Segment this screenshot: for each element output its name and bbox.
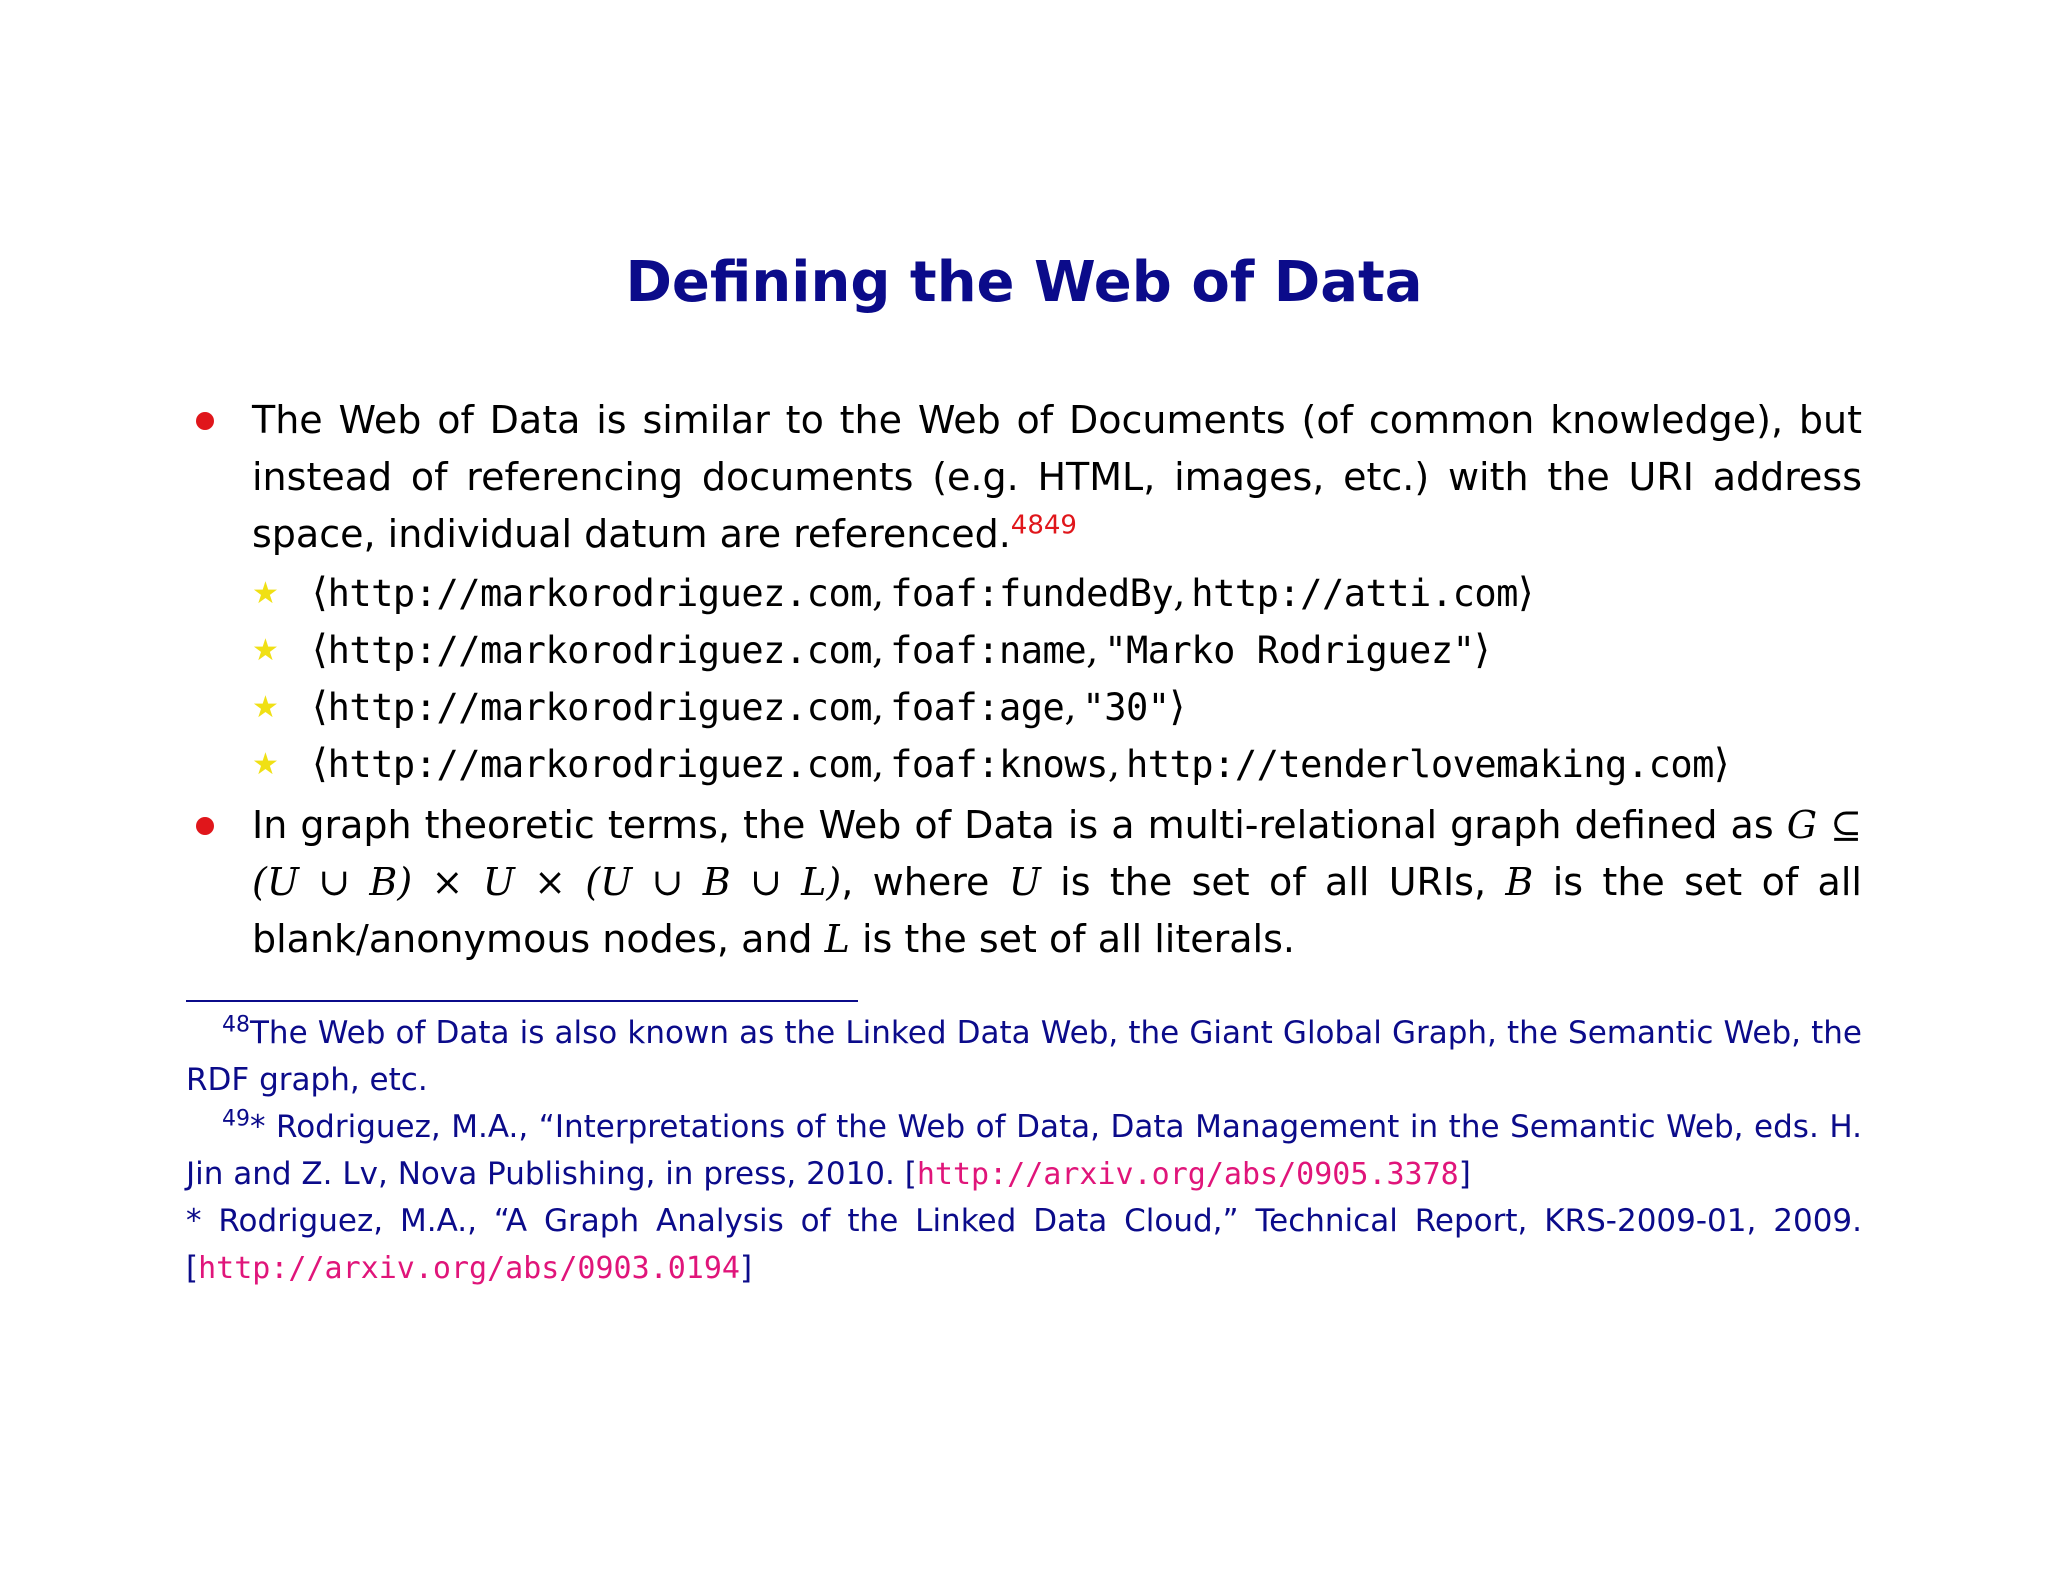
left-angle: ⟨: [312, 627, 328, 673]
triple-list: [252, 565, 1862, 793]
right-angle: ⟩: [1517, 570, 1534, 616]
right-angle: ⟩: [1713, 741, 1730, 787]
triple-subject: http://markorodriguez.com: [327, 743, 873, 786]
star-icon: ★: [252, 747, 279, 782]
graph-text-1: , where: [841, 860, 990, 904]
bullet-dot-icon: [196, 412, 214, 430]
footnote-text: The Web of Data is also known as the Linked Data Web, the Giant Global Graph, the Semantic Web, the RDF graph, etc.: [186, 1015, 1862, 1098]
triple-predicate: foaf:name: [890, 629, 1087, 672]
var-u: U: [1008, 860, 1041, 904]
footnote-number: 48: [222, 1012, 250, 1038]
footnote-49: $^{49}$* Rodriguez, M.A., “Interpretations of the Web of Data, Data Management in the Semantic Web, eds. H. Jin and Z. Lv, Nova Publishing, in press, 2010. [http://arxiv.org/abs/0905.3378]: [186, 1106, 1862, 1192]
left-angle: ⟨: [312, 741, 328, 787]
bullet-web-of-data: [190, 392, 1862, 793]
graph-text-2: is the set of all URIs,: [1060, 860, 1487, 904]
triple-predicate: foaf:age: [890, 686, 1065, 729]
triple-predicate: foaf:knows: [890, 743, 1108, 786]
star-icon: ★: [252, 576, 279, 611]
triple-subject: http://markorodriguez.com: [327, 686, 873, 729]
footnote-number: 49: [222, 1106, 250, 1132]
triple-item: ★ ⟨http://markorodriguez.com, foaf:knows, http://tenderlovemaking.com⟩: [252, 736, 1862, 793]
left-angle: ⟨: [312, 570, 328, 616]
footnotes: [186, 1010, 1862, 1292]
var-b: B: [1505, 860, 1534, 904]
triple-object: "Marko Rodriguez": [1104, 629, 1475, 672]
triple-subject: http://markorodriguez.com: [327, 572, 873, 615]
triple-object: http://atti.com: [1191, 572, 1518, 615]
footnote-refs[interactable]: 4849: [1010, 510, 1077, 541]
footnote-49-ref-2: * Rodriguez, M.A., “A Graph Analysis of the Linked Data Cloud,” Technical Report, KRS-2009-01, 2009. [http://arxiv.org/abs/0903.0194]: [186, 1203, 1862, 1286]
var-l: L: [824, 917, 850, 961]
right-angle: ⟩: [1474, 627, 1490, 673]
footnote-48: [186, 1010, 1862, 1104]
star-icon: ★: [252, 690, 279, 725]
footnote-ref-2: * Rodriguez, M.A., “A Graph Analysis of the Linked Data Cloud,” Technical Report, KRS-2009-01, 2009.: [186, 1203, 1862, 1239]
triple-item: ★ ⟨http://markorodriguez.com, foaf:fundedBy, http://atti.com⟩: [252, 565, 1862, 622]
triple-object: http://tenderlovemaking.com: [1125, 743, 1714, 786]
footnote-ref-1: * Rodriguez, M.A., “Interpretations of the Web of Data, Data Management in the Semantic Web, eds. H. Jin and Z. Lv, Nova Publishing, in press, 2010.: [186, 1109, 1862, 1192]
arxiv-link-2[interactable]: http://arxiv.org/abs/0903.0194: [198, 1251, 740, 1286]
graph-formula: G ⊆ (U ∪ B) × U × (U ∪ B ∪ L): [252, 803, 1862, 904]
bullet-graph-theory: [190, 797, 1862, 968]
footnote-divider: [186, 1000, 858, 1002]
arxiv-link-1[interactable]: http://arxiv.org/abs/0905.3378: [916, 1157, 1459, 1192]
bullet-text: The Web of Data is similar to the Web of Documents (of common knowledge), but instead of referencing documents (e.g. HTML, images, etc.) with the URI address space, individual datum are referenced.: [252, 398, 1862, 556]
bullet-dot-icon: [196, 817, 214, 835]
triple-predicate: foaf:fundedBy: [890, 572, 1174, 615]
triple-item: ★ ⟨http://markorodriguez.com, foaf:age, "30"⟩: [252, 679, 1862, 736]
slide-content: [190, 392, 1862, 968]
triple-object: "30": [1082, 686, 1170, 729]
graph-text-3: is the set of all blank/anonymous nodes, and: [252, 860, 1862, 961]
graph-text-4: is the set of all literals.: [861, 917, 1295, 961]
slide-title: Defining the Web of Data: [625, 250, 1423, 315]
star-icon: ★: [252, 633, 279, 668]
graph-intro: In graph theoretic terms, the Web of Data is a multi-relational graph defined as: [252, 803, 1774, 847]
triple-subject: http://markorodriguez.com: [327, 629, 873, 672]
triple-item: ★ ⟨http://markorodriguez.com, foaf:name, "Marko Rodriguez"⟩: [252, 622, 1862, 679]
left-angle: ⟨: [312, 684, 328, 730]
right-angle: ⟩: [1169, 684, 1186, 730]
